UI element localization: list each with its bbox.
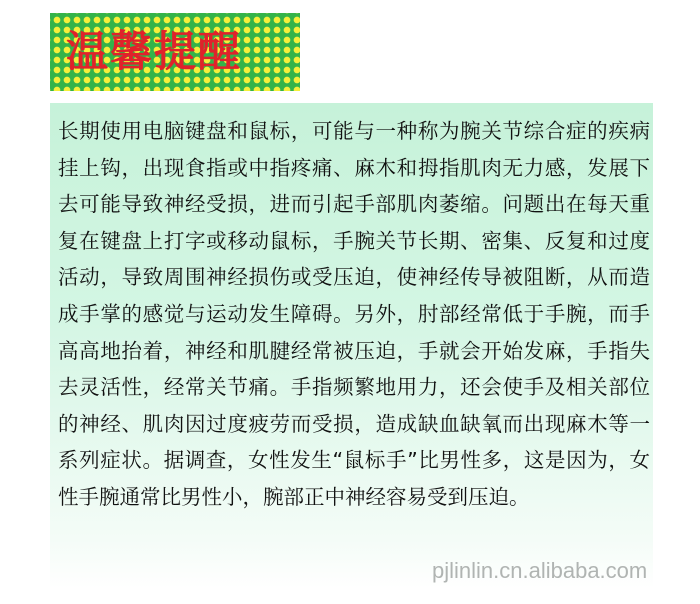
body-paragraph: 长期使用电脑键盘和鼠标，可能与一种称为腕关节综合症的疾病挂上钩，出现食指或中指疼痛、麻木和拇指肌肉无力感，发展下去可能导致神经受损，进而引起手部肌肉萎缩。问题出在每天重复在键盘上打字或移动鼠标，手腕关节长期、密集、反复和过度活动，导致周围神经损伤或受压迫，使神经传导被阻断，从而造成手掌的感觉与运动发生障碍。另外，肘部经常低于手腕，而手高高地抬着，神经和肌腱经常被压迫，手就会开始发麻，手指失去灵活性，经常关节痛。手指频繁地用力，还会使手及相关部位的神经、肌肉因过度疲劳而受损，造成缺血缺氧而出现麻木等一系列症状。据调查，女性发生“鼠标手”比男性多，这是因为，女性手腕通常比男性小，腕部正中神经容易受到压迫。 bbox=[58, 119, 650, 509]
page-title: 温馨提醒 bbox=[66, 27, 243, 76]
watermark-text: pjlinlin.cn.alibaba.com bbox=[432, 558, 648, 583]
